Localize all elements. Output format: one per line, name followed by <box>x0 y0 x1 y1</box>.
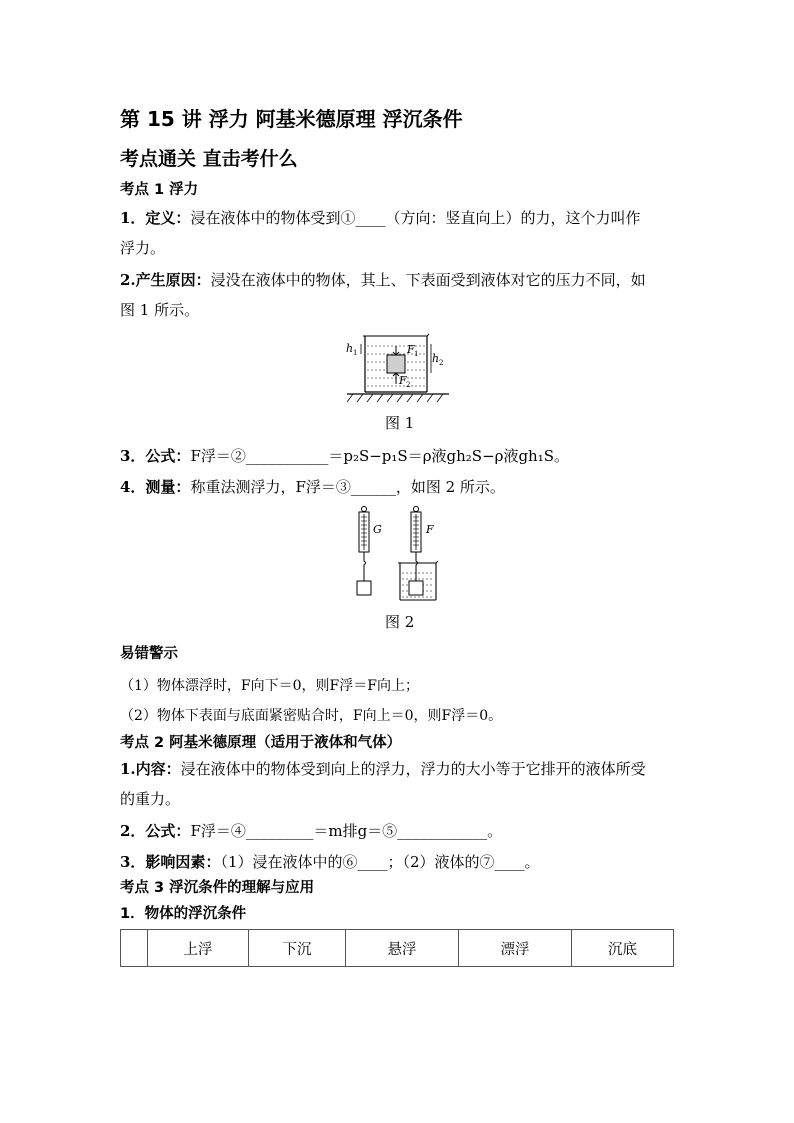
kd1-measure <box>120 477 505 497</box>
kd1-cause-cont: 图 1 所示。 <box>120 301 200 319</box>
kd3-sub1: 1．物体的浮沉条件 <box>120 906 247 922</box>
page-title: 第 15 讲 浮力 阿基米德原理 浮沉条件 <box>120 107 463 131</box>
spring-scale-in-water <box>398 507 438 601</box>
kd2-content <box>120 759 646 779</box>
kd2-content-cont: 的重力。 <box>120 790 181 808</box>
formula-text: F浮＝②___________＝p₂S−p₁S＝ρ液gh₂S−ρ液gh₁S。 <box>190 447 570 465</box>
measure-label: 4．测量： <box>120 478 191 496</box>
kd1-formula <box>120 446 569 466</box>
warning-item-1: （1）物体漂浮时，F向下＝0，则F浮＝F向上； <box>120 678 419 694</box>
spring-scale-in-air <box>357 507 382 596</box>
float-sink-table <box>120 929 674 967</box>
factor-text: （1）浸在液体中的⑥____；（2）液体的⑦____。 <box>220 853 540 871</box>
kd2-factors <box>120 852 540 872</box>
table-header-cell: 沉底 <box>572 930 674 967</box>
kd2-formula-text: F浮＝④_________＝m排g＝⑤____________。 <box>190 822 503 840</box>
f-label: F <box>426 523 434 536</box>
table-header-cell: 上浮 <box>148 930 249 967</box>
table-header-cell: 悬浮 <box>346 930 459 967</box>
kd1-definition <box>120 208 640 228</box>
cause-label: 2.产生原因： <box>120 271 211 289</box>
g-label: G <box>373 523 382 536</box>
factor-label: 3．影响因素： <box>120 853 221 871</box>
content-label: 1.内容： <box>120 760 181 778</box>
figure-1-beaker-diagram <box>343 332 453 404</box>
cause-text: 浸没在液体中的物体，其上、下表面受到液体对它的压力不同，如 <box>210 271 646 289</box>
h2-subscript: 2 <box>439 359 444 367</box>
formula-label: 3．公式： <box>120 447 191 465</box>
kd2-heading: 考点 2 阿基米德原理（适用于液体和气体） <box>120 735 402 751</box>
f2-label: F <box>399 374 407 387</box>
figure-1-caption: 图 1 <box>385 414 415 432</box>
table-header-cell: 漂浮 <box>459 930 572 967</box>
table-header-cell <box>121 930 148 967</box>
measure-text: 称重法测浮力，F浮＝③______，如图 2 所示。 <box>190 478 505 496</box>
warning-item-2: （2）物体下表面与底面紧密贴合时，F向上＝0，则F浮＝0。 <box>120 708 503 724</box>
definition-label: 1．定义： <box>120 209 191 227</box>
kd1-heading: 考点 1 浮力 <box>120 182 199 198</box>
f2-subscript: 2 <box>406 381 411 389</box>
kd2-formula <box>120 821 502 841</box>
content-text: 浸在液体中的物体受到向上的浮力，浮力的大小等于它排开的液体所受 <box>180 760 646 778</box>
kd3-heading: 考点 3 浮沉条件的理解与应用 <box>120 880 315 896</box>
warning-heading: 易错警示 <box>120 646 178 662</box>
definition-text: 浸在液体中的物体受到①____（方向：竖直向上）的力，这个力叫作 <box>190 209 641 227</box>
table-header-row <box>121 930 674 967</box>
table-header-cell: 下沉 <box>249 930 346 967</box>
f1-label: F <box>407 343 415 356</box>
h1-label: h <box>346 342 354 355</box>
kd2-formula-label: 2．公式： <box>120 822 191 840</box>
h2-label: h <box>432 352 440 365</box>
h1-subscript: 1 <box>353 349 358 357</box>
figure-2-spring-scale-diagram <box>348 505 448 601</box>
section-subtitle: 考点通关 直击考什么 <box>120 148 298 170</box>
kd1-cause <box>120 270 646 290</box>
f1-subscript: 1 <box>414 350 419 358</box>
kd1-definition-cont: 浮力。 <box>120 239 166 257</box>
figure-2-caption: 图 2 <box>385 613 415 631</box>
